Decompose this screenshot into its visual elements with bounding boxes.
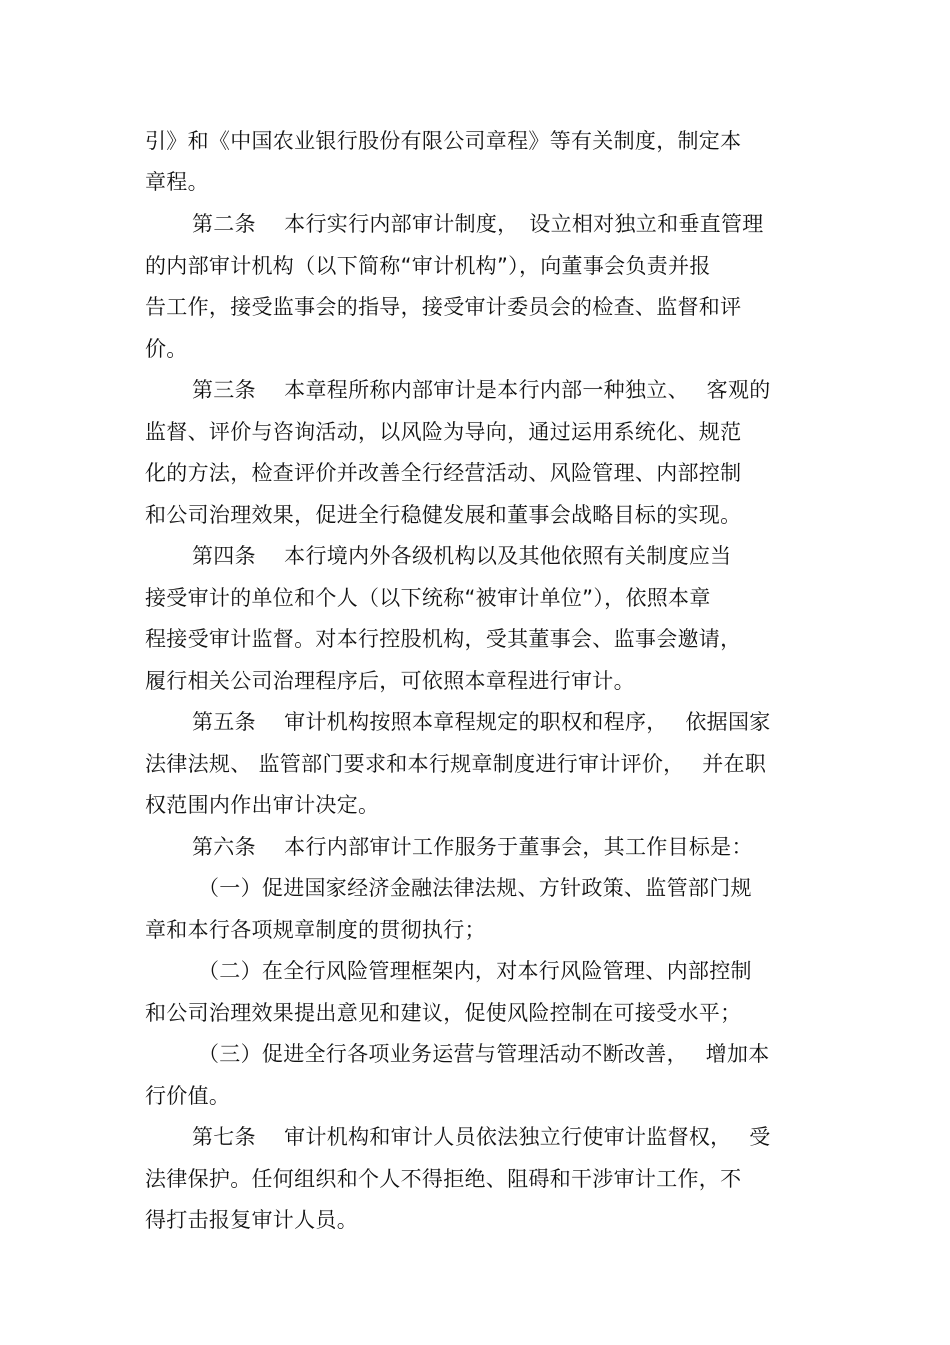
article-2-heading-line: 第二条 本行实行内部审计制度， 设立相对独立和垂直管理 [192, 212, 764, 236]
text-line: 和公司治理效果，促进全行稳健发展和董事会战略目标的实现。 [145, 503, 742, 527]
text-line: 得打击报复审计人员。 [145, 1208, 358, 1232]
list-item-1-line: （一）促进国家经济金融法律法规、方针政策、监管部门规 [198, 876, 752, 900]
text-line: 接受审计的单位和个人（以下统称“被审计单位”），依照本章 [145, 586, 711, 610]
article-5-heading-line: 第五条 审计机构按照本章程规定的职权和程序， 依据国家 [192, 710, 771, 734]
text-line: 引》和《中国农业银行股份有限公司章程》等有关制度，制定本 [145, 129, 742, 153]
text-line: 的内部审计机构（以下简称“审计机构”），向董事会负责并报 [145, 254, 711, 278]
text-line: 和公司治理效果提出意见和建议，促使风险控制在可接受水平； [145, 1001, 742, 1025]
list-item-2-line: （二）在全行风险管理框架内，对本行风险管理、内部控制 [198, 959, 752, 983]
text-line: 权范围内作出审计决定。 [145, 793, 380, 817]
text-line: 行价值。 [145, 1084, 231, 1108]
article-7-heading-line: 第七条 审计机构和审计人员依法独立行使审计监督权， 受 [192, 1125, 771, 1149]
text-line: 价。 [145, 337, 188, 361]
article-3-heading-line: 第三条 本章程所称内部审计是本行内部一种独立、 客观的 [192, 378, 771, 402]
article-6-heading-line: 第六条 本行内部审计工作服务于董事会，其工作目标是： [192, 835, 753, 859]
text-line: 程接受审计监督。对本行控股机构，受其董事会、监事会邀请， [145, 627, 742, 651]
text-line: 章和本行各项规章制度的贯彻执行； [145, 918, 486, 942]
text-line: 法律保护。任何组织和个人不得拒绝、阻碍和干涉审计工作，不 [145, 1167, 742, 1191]
text-line: 告工作，接受监事会的指导，接受审计委员会的检查、监督和评 [145, 295, 742, 319]
text-line: 章程。 [145, 170, 209, 194]
text-line: 法律法规、 监管部门要求和本行规章制度进行审计评价， 并在职 [145, 752, 767, 776]
article-4-heading-line: 第四条 本行境内外各级机构以及其他依照有关制度应当 [192, 544, 732, 568]
text-line: 履行相关公司治理程序后，可依照本章程进行审计。 [145, 669, 635, 693]
text-line: 化的方法，检查评价并改善全行经营活动、风险管理、内部控制 [145, 461, 742, 485]
list-item-3-line: （三）促进全行各项业务运营与管理活动不断改善， 增加本 [198, 1042, 770, 1066]
text-line: 监督、评价与咨询活动，以风险为导向，通过运用系统化、规范 [145, 420, 742, 444]
